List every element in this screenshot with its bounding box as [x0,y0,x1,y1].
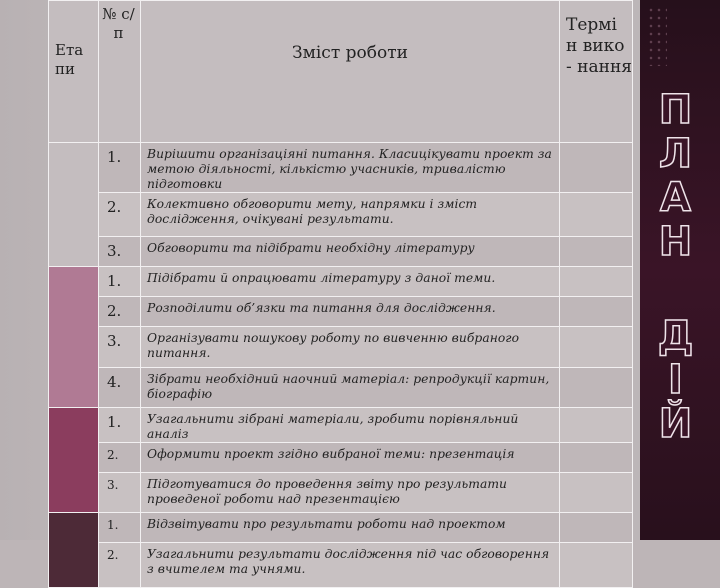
title-letter: Д [657,313,694,359]
title-letter: Й [658,401,693,447]
header-terms: Термі н вико - нання [560,1,633,143]
row-number: 1. [99,408,141,443]
table-row [49,237,633,267]
row-text: Узагальнити зібрані матеріали, зробити порівняльний аналіз [141,408,560,443]
table-row [49,543,633,588]
row-text: Зібрати необхідний наочний матеріал: репродукції картин, біографію [141,368,560,408]
row-text: Розподілити об’язки та питання для дослідження. [141,297,560,327]
stage-cell-1 [49,143,99,267]
term-cell [560,267,633,297]
vertical-title [648,88,703,446]
row-number: 2. [99,193,141,237]
table-row [49,193,633,237]
title-letter: І [668,357,683,403]
row-number: 2. [99,443,141,473]
stage-cell-2 [49,267,99,408]
table-row [49,327,633,368]
row-number: 3. [99,237,141,267]
table-row [49,408,633,443]
table-row [49,443,633,473]
row-number: 3. [99,327,141,368]
row-number: 1. [99,267,141,297]
term-cell [560,143,633,193]
row-number: 2. [99,297,141,327]
row-number: 3. [99,473,141,513]
stage-cell-4 [49,513,99,588]
row-text: Узагальнити результати дослідження під час обговорення з вчителем та учнями. [141,543,560,588]
row-number: 4. [99,368,141,408]
row-number: 2. [99,543,141,588]
header-content: Зміст роботи [141,1,560,143]
term-cell [560,297,633,327]
row-text: Підготуватися до проведення звіту про результати проведеної роботи над презентацією [141,473,560,513]
term-cell [560,473,633,513]
title-letter: Л [658,131,693,177]
term-cell [560,408,633,443]
table-row [49,267,633,297]
row-text: Обговорити та підібрати необхідну літературу [141,237,560,267]
title-letter: А [660,175,691,221]
table-row [49,297,633,327]
table-row [49,513,633,543]
table-row [49,473,633,513]
row-text: Відзвітувати про результати роботи над проектом [141,513,560,543]
row-text: Організувати пошукову роботу по вивченню вибраного питання. [141,327,560,368]
term-cell [560,443,633,473]
term-cell [560,368,633,408]
header-number: № с/п [99,1,141,143]
term-cell [560,327,633,368]
term-cell [560,513,633,543]
table-header-row [49,1,633,143]
row-number: 1. [99,513,141,543]
plan-table [48,0,633,588]
row-text: Оформити проект згідно вибраної теми: презентація [141,443,560,473]
header-stages: Ета пи [49,1,99,143]
dot-pattern-decoration [647,6,667,66]
stage-cell-3 [49,408,99,513]
term-cell [560,543,633,588]
table-row [49,368,633,408]
title-letter: П [658,87,693,133]
row-text: Колективно обговорити мету, напрямки і зміст дослідження, очікувані результати. [141,193,560,237]
title-letter: Н [658,219,693,265]
row-text: Підібрати й опрацювати літературу з даної теми. [141,267,560,297]
row-number: 1. [99,143,141,193]
table-row [49,143,633,193]
term-cell [560,193,633,237]
term-cell [560,237,633,267]
row-text: Вирішити організаціяні питання. Класицікувати проект за метою діяльності, кількістю учасників, тривалістю підготовки [141,143,560,193]
